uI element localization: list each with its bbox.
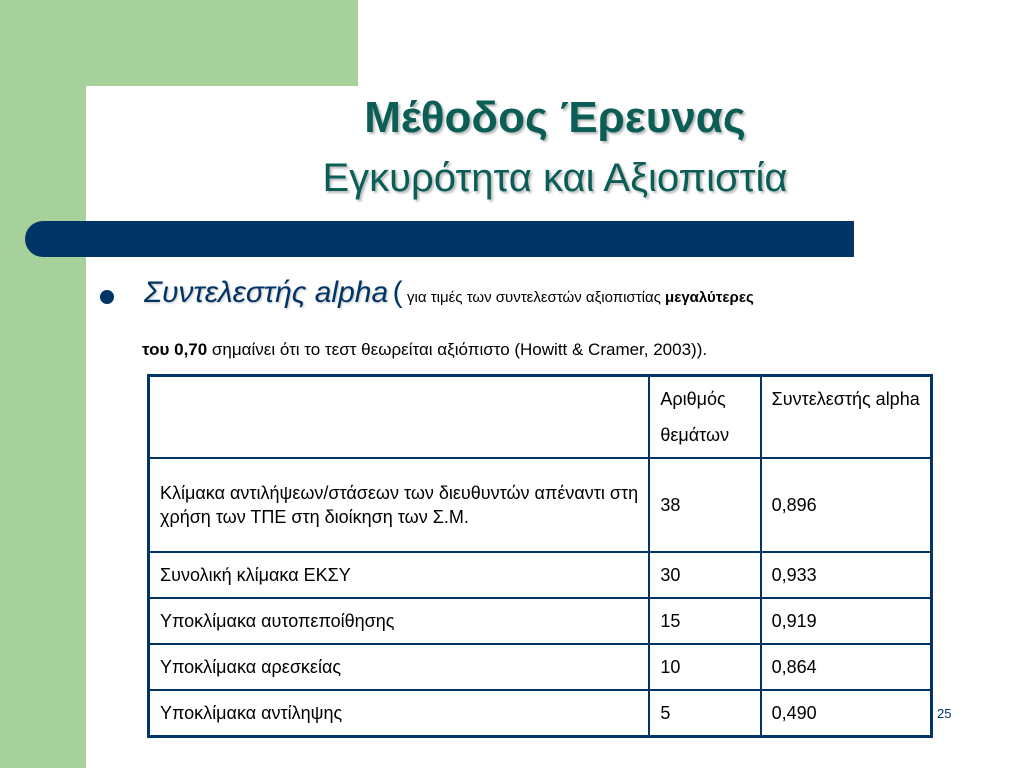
bullet-continuation [142, 340, 707, 360]
table-header-cell [149, 376, 650, 459]
table-row [149, 552, 932, 598]
table-cell-items: 15 [649, 598, 760, 644]
table-cell-scale: Υποκλίμακα αρεσκείας [149, 644, 650, 690]
table-cell-alpha: 0,896 [761, 458, 932, 552]
left-green-band [0, 0, 86, 768]
table-row [149, 644, 932, 690]
slide-subtitle: Εγκυρότητα και Αξιοπιστία [322, 156, 788, 200]
bullet-label: Συντελεστής alpha [144, 276, 389, 309]
title-divider-bar [25, 221, 854, 257]
table-cell-scale: Κλίμακα αντιλήψεων/στάσεων των διευθυντών απέναντι στη χρήση των ΤΠΕ στη διοίκηση των Σ.Μ. [149, 458, 650, 552]
table-cell-scale: Υποκλίμακα αντίληψης [149, 690, 650, 737]
slide-title: Μέθοδος Έρευνας [364, 93, 746, 142]
page-number: 25 [937, 706, 952, 721]
table-cell-scale: Συνολική κλίμακα ΕΚΣΥ [149, 552, 650, 598]
table-header-row [149, 376, 932, 459]
table-cell-items: 5 [649, 690, 760, 737]
table-row [149, 598, 932, 644]
table-cell-alpha: 0,933 [761, 552, 932, 598]
table-cell-alpha: 0,490 [761, 690, 932, 737]
table-row [149, 690, 932, 737]
table-header-cell: Αριθμός θεμάτων [649, 376, 760, 459]
bullet-paren: ( [392, 276, 403, 309]
table-cell-alpha: 0,864 [761, 644, 932, 690]
bullet-text [144, 276, 754, 310]
bullet-dot-icon [100, 290, 114, 304]
table-cell-items: 38 [649, 458, 760, 552]
table-header-cell: Συντελεστής alpha [761, 376, 932, 459]
bullet-text-part1: για τιμές των συντελεστών αξιοπιστίας [407, 289, 666, 306]
reliability-table [147, 374, 933, 738]
table-cell-items: 30 [649, 552, 760, 598]
top-green-band [0, 0, 358, 86]
table-cell-items: 10 [649, 644, 760, 690]
bullet-bold-part1: μεγαλύτερες [665, 289, 754, 306]
table-cell-alpha: 0,919 [761, 598, 932, 644]
table-row [149, 458, 932, 552]
bullet-bold-part2: του 0,70 [142, 340, 208, 359]
table-cell-scale: Υποκλίμακα αυτοπεποίθησης [149, 598, 650, 644]
bullet-text-part2: σημαίνει ότι το τεστ θεωρείται αξιόπιστο (Howitt & Cramer, 2003)). [207, 340, 708, 359]
